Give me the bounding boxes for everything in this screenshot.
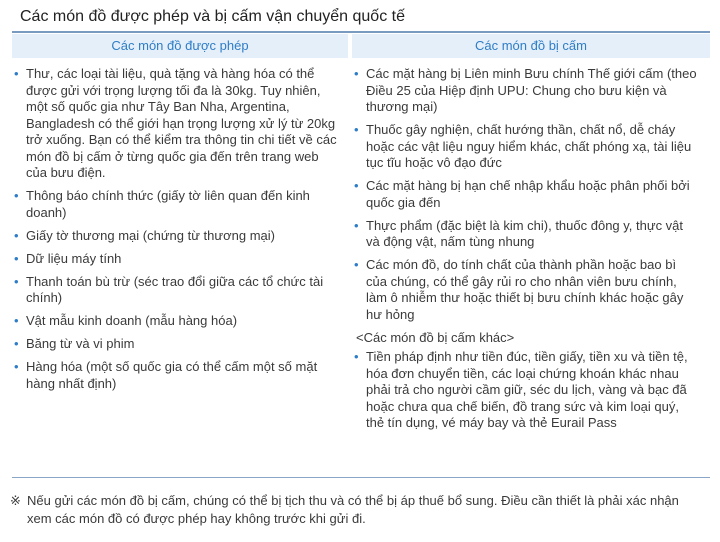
bullet-icon: • <box>354 66 359 81</box>
table-top-rule <box>12 31 710 33</box>
bullet-icon: • <box>14 273 19 289</box>
prohibited-item-text: Các mặt hàng bị hạn chế nhập khẩu hoặc phân phối bởi quốc gia đến <box>366 178 690 210</box>
other-prohibited-item-text: Tiền pháp định như tiền đúc, tiền giấy, tiền xu và tiền tệ, hóa đơn chuyển tiền, các loại chứng khoán khác nhau phải trả cho người cầm giữ, séc du lịch, vàng và bạc đã hoặc chưa qua chế biến, đồ trang sức và kim loại quý, thẻ tín dụng, vé máy bay và thẻ Eurail Pass <box>366 349 688 430</box>
bullet-icon: • <box>354 122 359 137</box>
prohibited-item <box>354 178 699 211</box>
bullet-icon: • <box>354 257 359 272</box>
prohibited-item <box>354 122 699 172</box>
allowed-list <box>14 66 340 392</box>
prohibited-item-text: Các món đồ, do tính chất của thành phần hoặc bao bì của chúng, có thể gây rủi ro cho nhân viên bưu chính, làm ô nhiễm thư hoặc thiết bị bưu chính khác hoặc gây hư hỏng <box>366 257 684 322</box>
allowed-item <box>14 66 340 182</box>
other-prohibited-heading: <Các món đồ bị cấm khác> <box>356 329 515 345</box>
allowed-item-text: Thư, các loại tài liệu, quà tặng và hàng hóa có thể được gửi với trọng lượng tối đa là 30kg. Tuy nhiên, một số quốc gia như Tây Ban Nha, Argentina, Bangladesh có thể giới hạn trọng lượng xử lý từ 20kg trở xuống. Bạn có thể kiểm tra thông tin chi tiết về các món đồ bị cấm ở từng quốc gia đến trên trang web của bưu điện. <box>26 66 337 180</box>
allowed-item <box>14 188 340 221</box>
bullet-icon: • <box>14 227 19 243</box>
prohibited-list <box>354 66 699 323</box>
allowed-item-text: Dữ liệu máy tính <box>26 250 122 266</box>
bullet-icon: • <box>14 66 19 81</box>
bullet-icon: • <box>14 250 19 266</box>
allowed-item-text: Băng từ và vi phim <box>26 336 135 351</box>
other-prohibited-list <box>354 349 699 432</box>
prohibited-item <box>354 257 699 323</box>
prohibited-item-text: Thực phẩm (đặc biệt là kim chi), thuốc đông y, thực vật và động vật, nấm tùng nhung <box>366 217 684 249</box>
allowed-item <box>14 251 340 268</box>
allowed-column <box>14 66 340 399</box>
prohibited-item <box>354 218 699 251</box>
prohibited-item-text: Các mặt hàng bị Liên minh Bưu chính Thế giới cấm (theo Điều 25 của Hiệp định UPU: Chung cho bưu kiện và thương mại) <box>366 66 697 114</box>
bullet-icon: • <box>354 217 359 233</box>
allowed-item <box>14 336 340 353</box>
bullet-icon: • <box>14 359 19 374</box>
allowed-column-header: Các món đồ được phép <box>12 34 348 58</box>
prohibited-item-text: Thuốc gây nghiện, chất hướng thần, chất nổ, dễ cháy hoặc các vật liệu nguy hiểm khác, chất phóng xạ, tài liệu tục tĩu hoặc vô đạo đức <box>366 122 692 170</box>
footnote <box>10 492 700 528</box>
allowed-item <box>14 359 340 392</box>
allowed-item-text: Hàng hóa (một số quốc gia có thể cấm một số mặt hàng nhất định) <box>26 359 318 391</box>
bullet-icon: • <box>14 188 19 203</box>
allowed-item <box>14 274 340 307</box>
allowed-item <box>14 313 340 330</box>
bullet-icon: • <box>14 336 19 351</box>
bullet-icon: • <box>354 178 359 193</box>
page-title: Các món đồ được phép và bị cấm vận chuyển quốc tế <box>20 8 405 25</box>
allowed-item-text: Thanh toán bù trừ (séc trao đổi giữa các tổ chức tài chính) <box>26 273 324 305</box>
table-bottom-rule <box>12 477 710 478</box>
prohibited-column-header: Các món đồ bị cấm <box>352 34 710 58</box>
other-prohibited-item <box>354 349 699 432</box>
footnote-text: Nếu gửi các món đồ bị cấm, chúng có thể bị tịch thu và có thể bị áp thuế bổ sung. Điều cần thiết là phải xác nhận xem các món đồ có được phép hay không trước khi gửi đi. <box>27 493 679 526</box>
prohibited-column <box>354 66 699 438</box>
allowed-item-text: Vật mẫu kinh doanh (mẫu hàng hóa) <box>26 313 238 328</box>
allowed-item <box>14 228 340 245</box>
reference-mark-icon: ※ <box>10 493 21 508</box>
allowed-item-text: Giấy tờ thương mại (chứng từ thương mại) <box>26 227 275 243</box>
bullet-icon: • <box>14 313 19 328</box>
prohibited-item <box>354 66 699 116</box>
bullet-icon: • <box>354 349 359 364</box>
allowed-item-text: Thông báo chính thức (giấy tờ liên quan đến kinh doanh) <box>26 188 310 220</box>
